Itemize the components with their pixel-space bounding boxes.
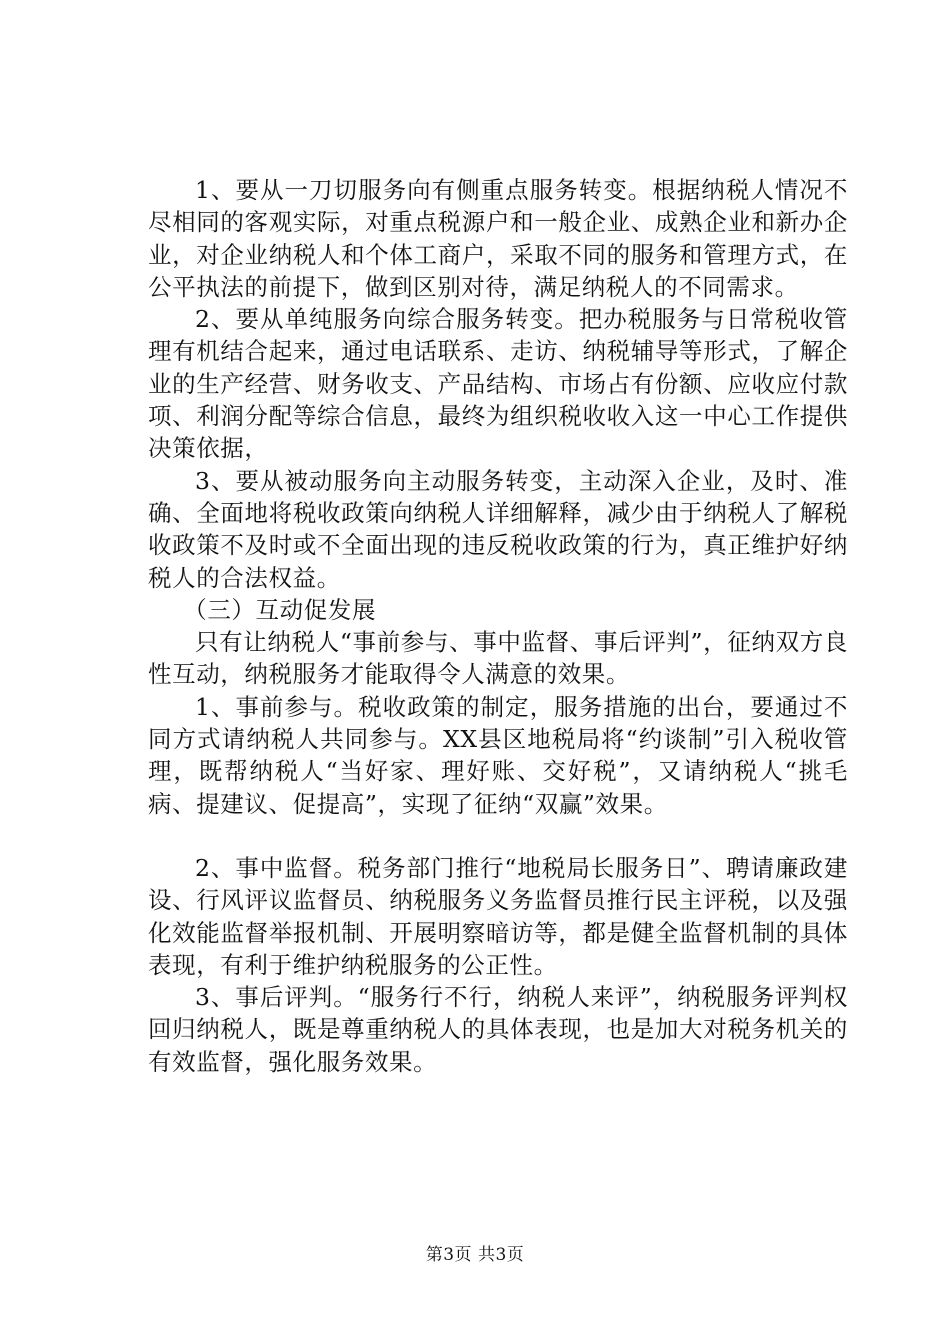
paragraph-item-3: 3、要从被动服务向主动服务转变，主动深入企业，及时、准确、全面地将税收政策向纳税人详细解释，减少由于纳税人了解税收政策不及时或不全面出现的违反税收政策的行为，真正维护好纳税人的合法权益。 (148, 466, 848, 592)
paragraph-pre-participation: 1、事前参与。税收政策的制定，服务措施的出台，要通过不同方式请纳税人共同参与。XX县区地税局将“约谈制”引入税收管理，既帮纳税人“当好家、理好账、交好税”，又请纳税人“挑毛病、提建议、促提高”，实现了征纳“双赢”效果。 (148, 692, 848, 818)
section-heading: （三）互动促发展 (183, 595, 377, 624)
paragraph-evaluation: 3、事后评判。“服务行不行，纳税人来评”，纳税服务评判权回归纳税人，既是尊重纳税人的具体表现，也是加大对税务机关的有效监督，强化服务效果。 (148, 983, 848, 1076)
paragraph-intro: 只有让纳税人“事前参与、事中监督、事后评判”，征纳双方良性互动，纳税服务才能取得令人满意的效果。 (148, 628, 848, 689)
document-body (148, 174, 848, 1078)
paragraph-supervision: 2、事中监督。税务部门推行“地税局长服务日”、聘请廉政建设、行风评议监督员、纳税服务义务监督员推行民主评税，以及强化效能监督举报机制、开展明察暗访等，都是健全监督机制的具体表现，有利于维护纳税服务的公正性。 (148, 853, 848, 979)
paragraph-item-2: 2、要从单纯服务向综合服务转变。把办税服务与日常税收管理有机结合起来，通过电话联系、走访、纳税辅导等形式，了解企业的生产经营、财务收支、产品结构、市场占有份额、应收应付款项、利润分配等综合信息，最终为组织税收收入这一中心工作提供决策依据， (148, 305, 848, 463)
paragraph-item-1: 1、要从一刀切服务向有侧重点服务转变。根据纳税人情况不尽相同的客观实际，对重点税源户和一般企业、成熟企业和新办企业，对企业纳税人和个体工商户，采取不同的服务和管理方式，在公平执法的前提下，做到区别对待，满足纳税人的不同需求。 (148, 176, 848, 301)
page-number-footer: 第3页 共3页 (425, 1245, 525, 1265)
